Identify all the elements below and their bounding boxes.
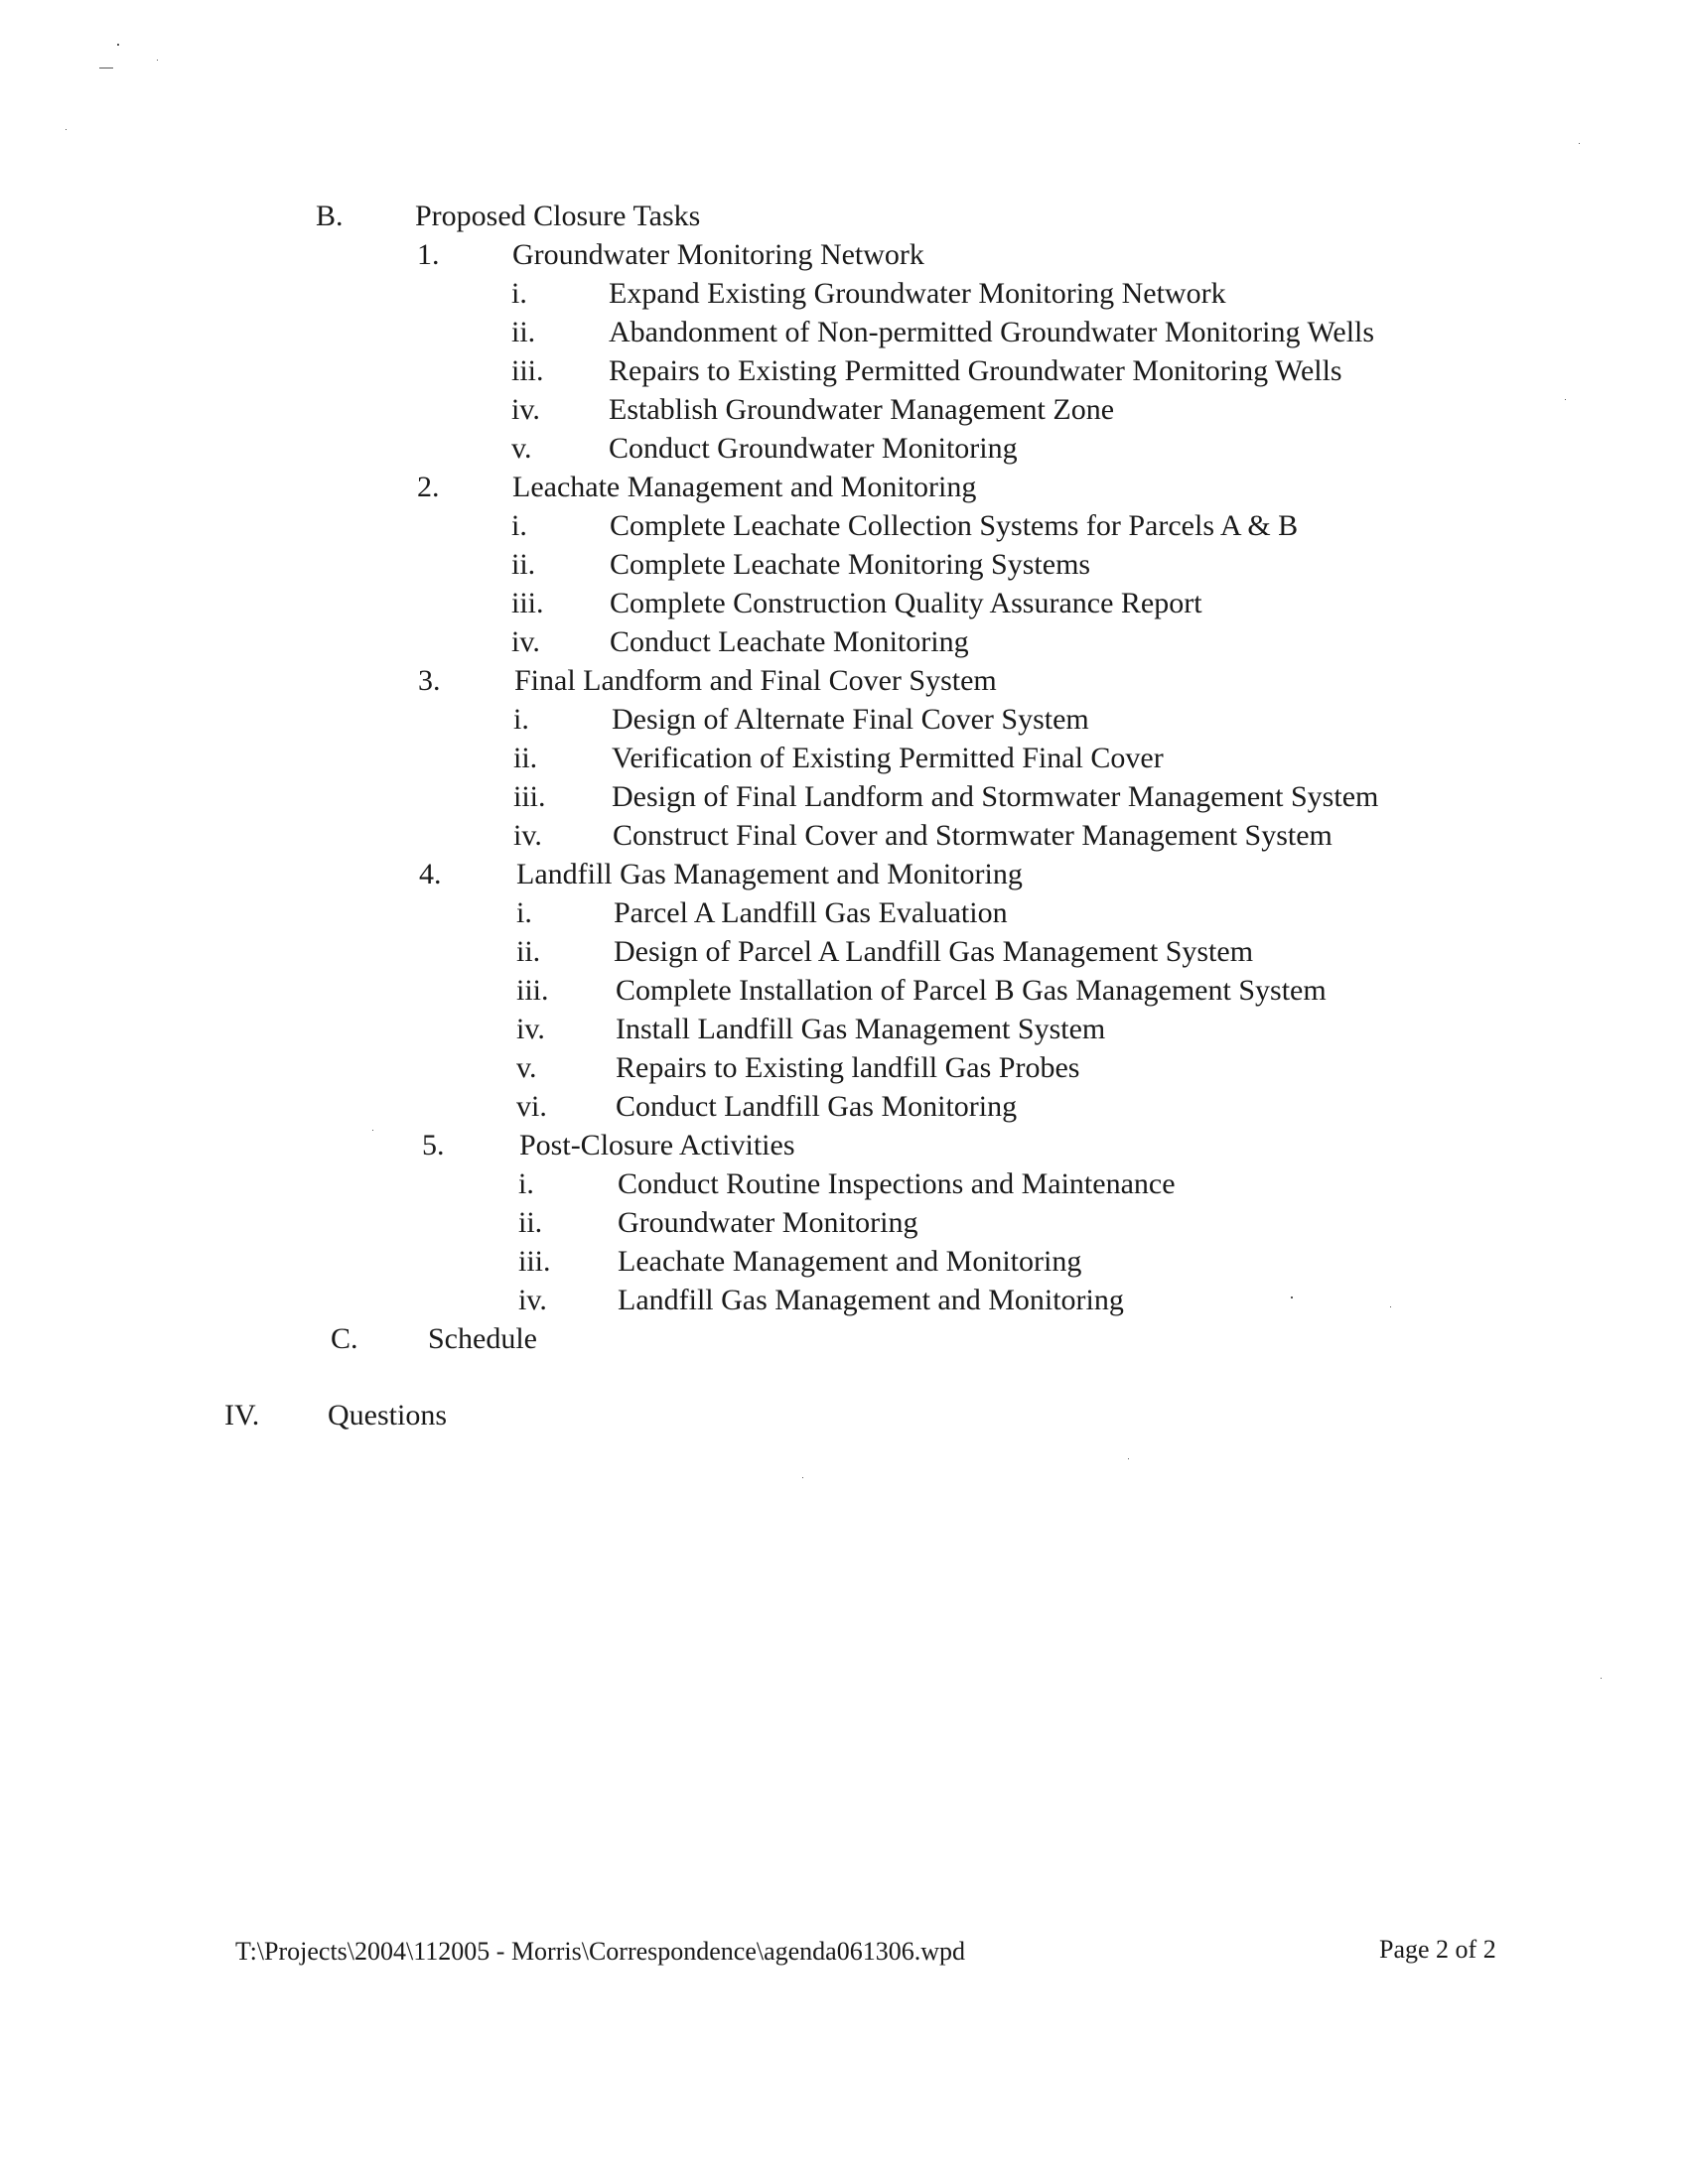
item-title: Landfill Gas Management and Monitoring (516, 858, 1023, 890)
subitem-label: v. (511, 432, 532, 465)
scan-speck (1601, 1678, 1602, 1679)
subitem-text: Complete Construction Quality Assurance Report (610, 587, 1202, 619)
subitem-text: Conduct Landfill Gas Monitoring (616, 1090, 1018, 1123)
subitem-label: i. (511, 277, 527, 310)
scan-speck (157, 60, 158, 61)
item-label: 4. (419, 858, 442, 890)
item-label: 5. (422, 1129, 445, 1161)
subitem-text: Conduct Routine Inspections and Maintenance (618, 1167, 1176, 1200)
subitem-label: iv. (511, 393, 540, 426)
subitem-text: Conduct Groundwater Monitoring (609, 432, 1018, 465)
subitem-label: vi. (516, 1090, 547, 1123)
footer-file-path: T:\Projects\2004\112005 - Morris\Correspondence\agenda061306.wpd (235, 1937, 965, 1966)
subitem-label: iv. (513, 819, 542, 852)
subitem-text: Construct Final Cover and Stormwater Management System (613, 819, 1333, 852)
subitem-label: i. (511, 509, 527, 542)
subitem-label: ii. (511, 548, 536, 581)
subitem-text: Design of Parcel A Landfill Gas Management System (614, 935, 1254, 968)
subitem-label: ii. (518, 1206, 543, 1239)
subitem-text: Establish Groundwater Management Zone (609, 393, 1115, 426)
subitem-text: Install Landfill Gas Management System (616, 1013, 1106, 1045)
subitem-label: iv. (511, 625, 540, 658)
scan-speck (802, 1477, 803, 1478)
section-label: C. (331, 1322, 358, 1355)
item-label: 1. (417, 238, 440, 271)
scan-speck (66, 129, 67, 130)
scan-speck (1565, 399, 1566, 400)
subitem-label: v. (516, 1051, 537, 1084)
item-label: 2. (417, 471, 440, 503)
scan-speck (117, 44, 119, 46)
subitem-text: Repairs to Existing Permitted Groundwater Monitoring Wells (609, 354, 1342, 387)
subitem-text: Leachate Management and Monitoring (618, 1245, 1082, 1278)
scan-speck (1579, 143, 1580, 144)
scan-speck (1291, 1297, 1293, 1298)
section-label: B. (316, 200, 344, 232)
subitem-label: ii. (516, 935, 541, 968)
footer-page-number: Page 2 of 2 (1379, 1935, 1496, 1964)
subitem-text: Complete Leachate Monitoring Systems (610, 548, 1091, 581)
subitem-text: Verification of Existing Permitted Final Cover (612, 742, 1164, 774)
item-title: Final Landform and Final Cover System (514, 664, 997, 697)
subitem-text: Complete Leachate Collection Systems for Parcels A & B (610, 509, 1299, 542)
subitem-label: iii. (511, 587, 544, 619)
section-title: Proposed Closure Tasks (415, 200, 701, 232)
scan-speck (372, 1130, 373, 1131)
subitem-label: ii. (513, 742, 538, 774)
item-label: 3. (418, 664, 441, 697)
item-title: Groundwater Monitoring Network (512, 238, 924, 271)
subitem-label: ii. (511, 316, 536, 348)
top-level-title: Questions (328, 1399, 447, 1432)
subitem-label: i. (516, 896, 532, 929)
subitem-text: Groundwater Monitoring (618, 1206, 918, 1239)
subitem-text: Expand Existing Groundwater Monitoring Network (609, 277, 1226, 310)
subitem-text: Design of Final Landform and Stormwater Management System (612, 780, 1379, 813)
subitem-text: Design of Alternate Final Cover System (612, 703, 1089, 736)
subitem-text: Repairs to Existing landfill Gas Probes (616, 1051, 1080, 1084)
subitem-label: iii. (516, 974, 549, 1007)
subitem-label: i. (513, 703, 529, 736)
subitem-label: iv. (516, 1013, 545, 1045)
subitem-label: i. (518, 1167, 534, 1200)
subitem-label: iii. (518, 1245, 551, 1278)
top-level-label: IV. (224, 1399, 260, 1432)
subitem-text: Complete Installation of Parcel B Gas Management System (616, 974, 1327, 1007)
subitem-text: Abandonment of Non-permitted Groundwater Monitoring Wells (609, 316, 1375, 348)
scan-speck (1390, 1306, 1391, 1307)
section-title: Schedule (428, 1322, 537, 1355)
subitem-text: Conduct Leachate Monitoring (610, 625, 969, 658)
subitem-label: iii. (513, 780, 546, 813)
subitem-label: iii. (511, 354, 544, 387)
item-title: Post-Closure Activities (519, 1129, 795, 1161)
subitem-text: Landfill Gas Management and Monitoring (618, 1284, 1124, 1316)
item-title: Leachate Management and Monitoring (512, 471, 977, 503)
subitem-text: Parcel A Landfill Gas Evaluation (614, 896, 1008, 929)
scan-speck (1128, 1458, 1129, 1459)
subitem-label: iv. (518, 1284, 547, 1316)
